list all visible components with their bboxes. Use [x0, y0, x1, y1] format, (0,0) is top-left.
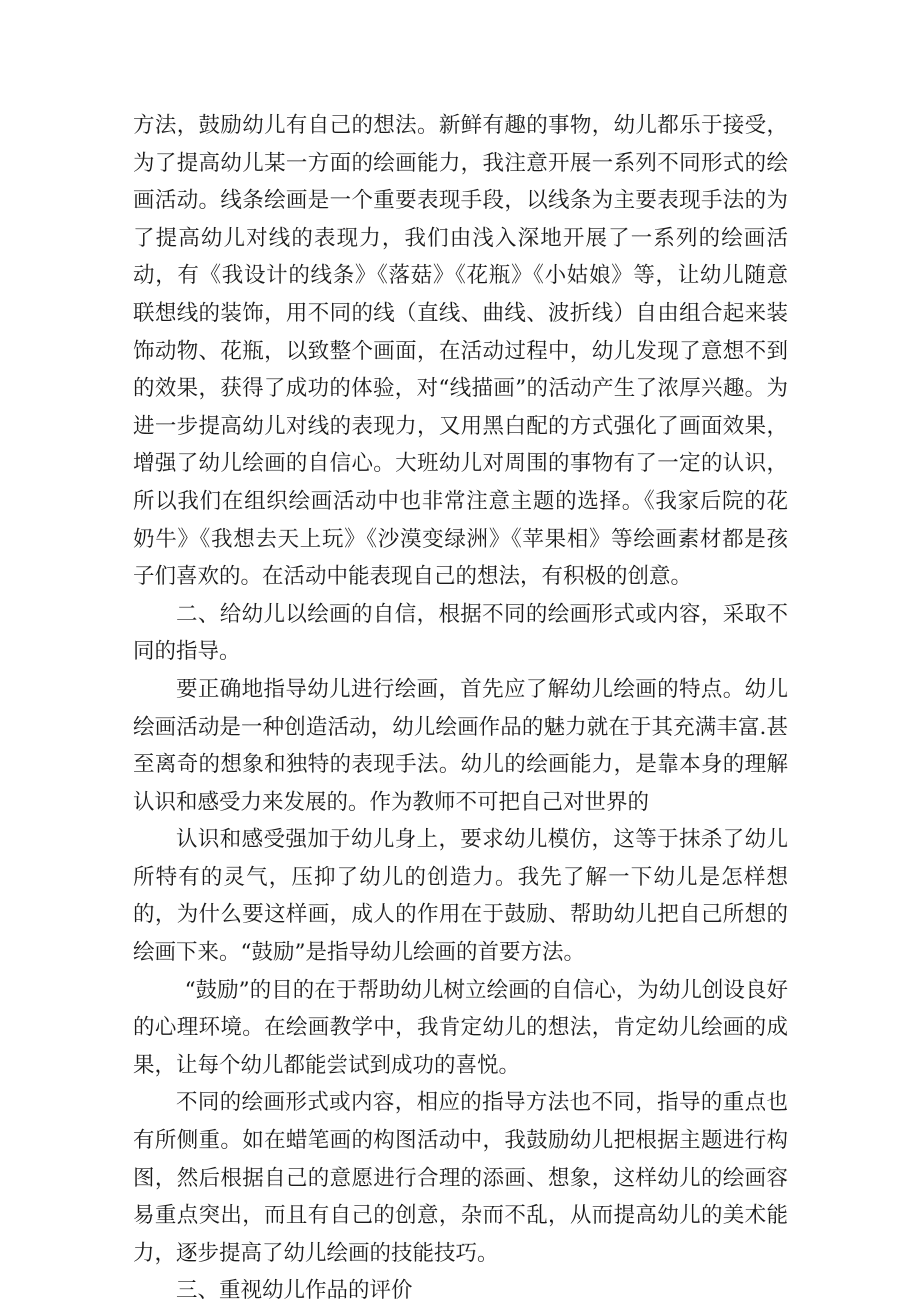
section-heading-3: 三、重视幼儿作品的评价	[176, 1278, 413, 1304]
paragraph-body: “鼓励”的目的在于帮助幼儿树立绘画的自信心，为幼儿创设良好的心理环境。在绘画教学中，我肯定幼儿的想法，肯定幼儿绘画的成果，让每个幼儿都能尝试到成功的喜悦。	[133, 977, 788, 1078]
paragraph-body: 要正确地指导幼儿进行绘画，首先应了解幼儿绘画的特点。幼儿绘画活动是一种创造活动，幼儿绘画作品的魅力就在于其充满丰富.甚至离奇的想象和独特的表现手法。幼儿的绘画能力，是靠本身的理解认识和感受力来发展的。作为教师不可把自己对世界的	[133, 676, 788, 815]
paragraph-continuation: 方法，鼓励幼儿有自己的想法。新鲜有趣的事物，幼儿都乐于接受，为了提高幼儿某一方面的绘画能力，我注意开展一系列不同形式的绘画活动。线条绘画是一个重要表现手段，以线条为主要表现手法的为了提高幼儿对线的表现力，我们由浅入深地开展了一系列的绘画活动，有《我设计的线条》《落菇》《花瓶》《小姑娘》等，让幼儿随意联想线的装饰，用不同的线（直线、曲线、波折线）自由组合起来装饰动物、花瓶，以致整个画面，在活动过程中，幼儿发现了意想不到的效果，获得了成功的体验，对“线描画”的活动产生了浓厚兴趣。为进一步提高幼儿对线的表现力，又用黑白配的方式强化了画面效果，增强了幼儿绘画的自信心。大班幼儿对周围的事物有了一定的认识，所以我们在组织绘画活动中也非常注意主题的选择。《我家后院的花奶牛》《我想去天上玩》《沙漠变绿洲》《苹果相》等绘画素材都是孩子们喜欢的。在活动中能表现自己的想法，有积极的创意。	[133, 113, 788, 590]
section-heading-2: 二、给幼儿以绘画的自信，根据不同的绘画形式或内容，采取不同的指导。	[133, 601, 788, 665]
document-body	[133, 107, 788, 1310]
paragraph-body: 认识和感受强加于幼儿身上，要求幼儿模仿，这等于抹杀了幼儿所特有的灵气，压抑了幼儿的创造力。我先了解一下幼儿是怎样想的，为什么要这样画，成人的作用在于鼓励、帮助幼儿把自己所想的绘画下来。“鼓励”是指导幼儿绘画的首要方法。	[133, 827, 788, 966]
paragraph-body: 不同的绘画形式或内容，相应的指导方法也不同，指导的重点也有所侧重。如在蜡笔画的构图活动中，我鼓励幼儿把根据主题进行构图，然后根据自己的意愿进行合理的添画、想象，这样幼儿的绘画容易重点突出，而且有自己的创意，杂而不乱，从而提高幼儿的美术能力，逐步提高了幼儿绘画的技能技巧。	[133, 1090, 788, 1266]
